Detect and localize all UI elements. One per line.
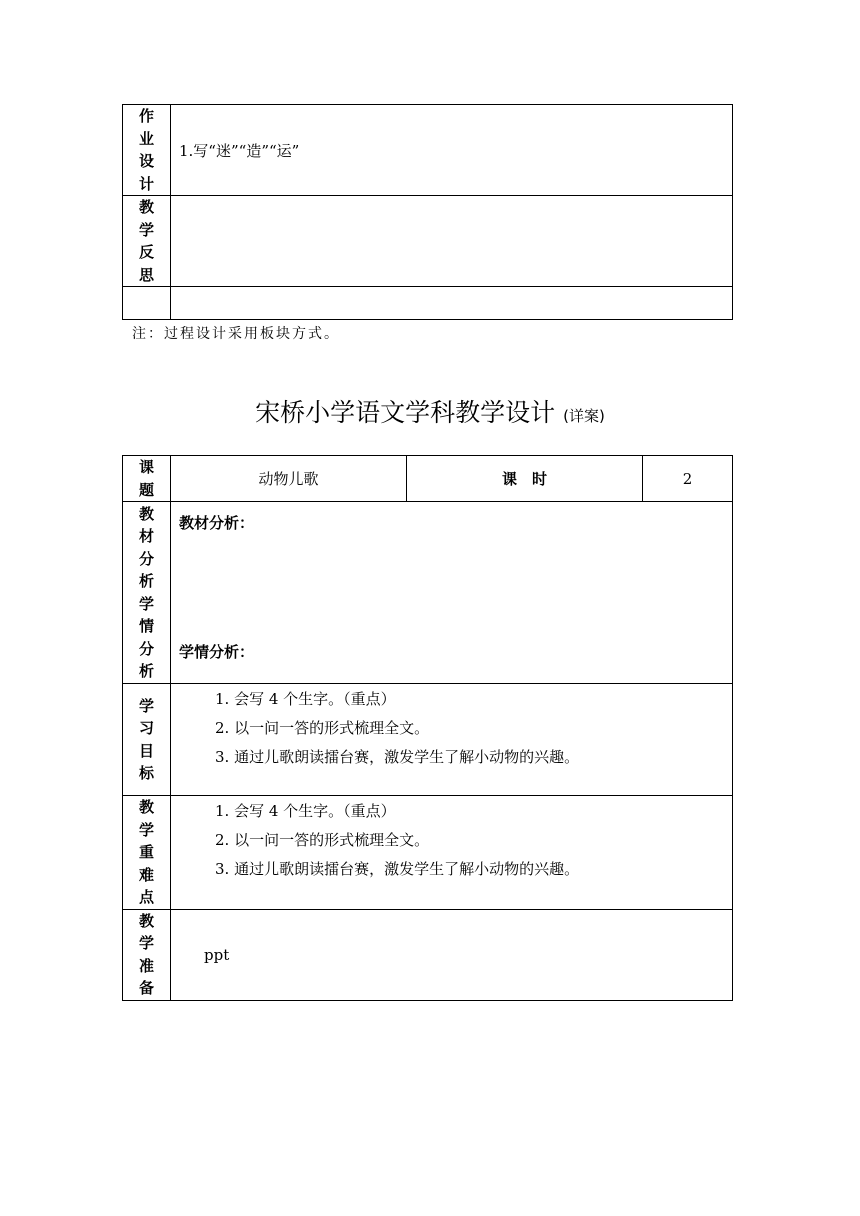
analysis-label: 教 材 分 析 学 情 分 析 — [123, 502, 171, 684]
lesson-plan-table — [122, 455, 733, 1001]
hours-value: 2 — [643, 456, 733, 502]
topic-label: 课 题 — [123, 456, 171, 502]
goals-label: 学 习 目 标 — [123, 684, 171, 796]
hours-label: 课 时 — [407, 456, 643, 502]
goal-item: 2. 以一问一答的形式梳理全文。 — [215, 719, 430, 737]
homework-reflection-table — [122, 104, 733, 320]
prep-value: ppt — [171, 909, 733, 1000]
keypoints-label: 教 学 重 难 点 — [123, 796, 171, 910]
student-analysis-label: 学情分析： — [179, 643, 255, 661]
note: 注：过程设计采用板块方式。 — [132, 326, 340, 342]
title-main: 宋桥小学语文学科教学设计 — [255, 398, 556, 427]
homework-label: 作 业 设 计 — [123, 105, 171, 196]
title-sub: (详案) — [563, 407, 605, 425]
page-title — [0, 393, 860, 429]
empty-content-cell — [171, 287, 733, 320]
goal-item: 1. 会写 4 个生字。（重点） — [215, 690, 396, 708]
material-analysis-label: 教材分析： — [179, 514, 255, 532]
prep-label: 教 学 准 备 — [123, 909, 171, 1000]
topic-value: 动物儿歌 — [171, 456, 407, 502]
analysis-content — [171, 502, 733, 684]
empty-label-cell — [123, 287, 171, 320]
reflection-content — [171, 196, 733, 287]
goal-item: 3. 通过儿歌朗读擂台赛，激发学生了解小动物的兴趣。 — [215, 748, 580, 766]
keypoint-item: 3. 通过儿歌朗读擂台赛，激发学生了解小动物的兴趣。 — [215, 860, 580, 878]
keypoint-item: 2. 以一问一答的形式梳理全文。 — [215, 831, 430, 849]
keypoint-item: 1. 会写 4 个生字。（重点） — [215, 802, 396, 820]
homework-content: 1.写“迷”“造”“运” — [171, 105, 733, 196]
keypoints-content — [171, 796, 733, 910]
goals-content — [171, 684, 733, 796]
reflection-label: 教 学 反 思 — [123, 196, 171, 287]
